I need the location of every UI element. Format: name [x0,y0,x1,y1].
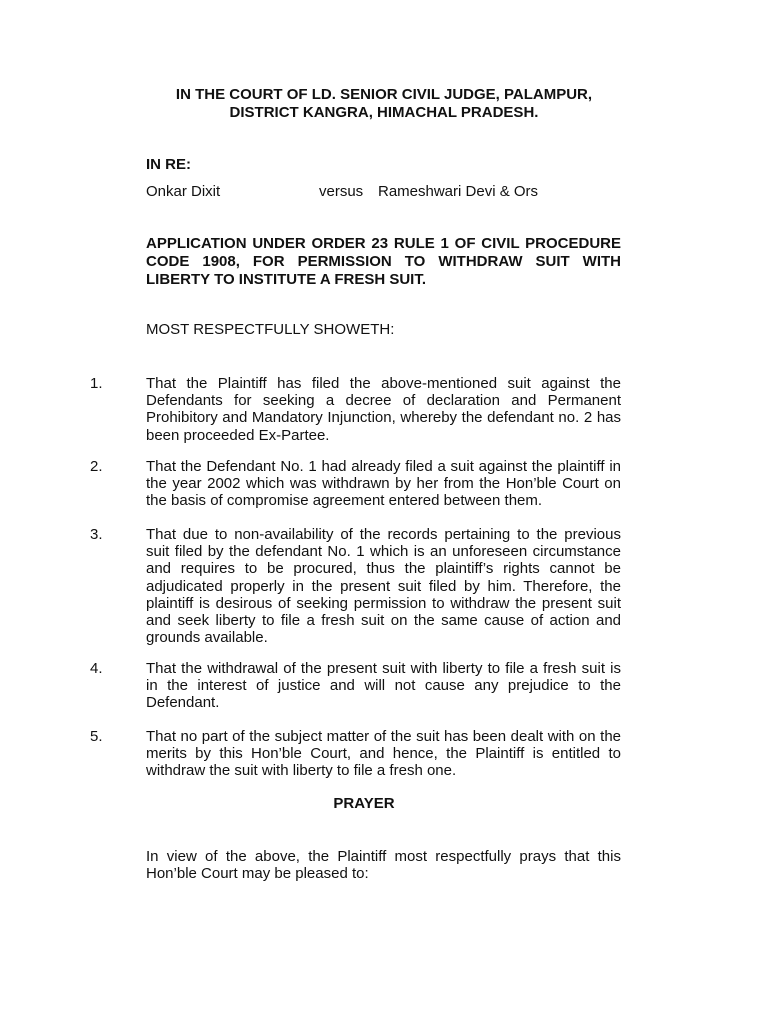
paragraph-number: 5. [90,728,103,745]
court-heading-line-1: IN THE COURT OF LD. SENIOR CIVIL JUDGE, PALAMPUR, [175,86,593,103]
case-parties [146,183,626,203]
court-heading [0,86,768,122]
paragraph-text: That no part of the subject matter of the suit has been dealt with on the merits by this Hon’ble Court, and hence, the Plaintiff is entitled to withdraw the suit with liberty to file a fresh one. [146,728,621,780]
paragraph-number: 1. [90,375,103,392]
showeth-heading: MOST RESPECTFULLY SHOWETH: [146,321,395,338]
paragraph-number: 3. [90,526,103,543]
paragraph-number: 4. [90,660,103,677]
in-re-label: IN RE: [146,156,191,173]
plaintiff-name: Onkar Dixit [146,183,221,200]
paragraph-text: That the Defendant No. 1 had already filed a suit against the plaintiff in the year 2002 which was withdrawn by her from the Hon’ble Court on the basis of compromise agreement entered between them. [146,458,621,510]
paragraph-text: That the Plaintiff has filed the above-mentioned suit against the Defendants for seeking a decree of declaration and Permanent Prohibitory and Mandatory Injunction, whereby the defendant no. 2 has been proceeded Ex-Partee. [146,375,621,444]
court-heading-line-2: DISTRICT KANGRA, HIMACHAL PRADESH. [229,104,539,121]
prayer-heading: PRAYER [333,795,395,812]
versus-label: versus [319,183,364,200]
paragraph-text: That due to non-availability of the records pertaining to the previous suit filed by the defendant No. 1 which is an unforeseen circumstance and requires to be procured, thus the plaintiff’s rights cannot be adjudicated properly in the present suit filed by him. Therefore, the plaintiff is desirous of seeking permission to withdraw the present suit and seek liberty to file a fresh suit on the same cause of action and grounds available. [146,526,621,647]
paragraph-text: That the withdrawal of the present suit with liberty to file a fresh suit is in the interest of justice and will not cause any prejudice to the Defendant. [146,660,621,712]
prayer-text: In view of the above, the Plaintiff most respectfully prays that this Hon’ble Court may be pleased to: [146,848,621,883]
defendant-name: Rameshwari Devi & Ors [378,183,539,200]
application-title: APPLICATION UNDER ORDER 23 RULE 1 OF CIVIL PROCEDURE CODE 1908, FOR PERMISSION TO WITHDRAW SUIT WITH LIBERTY TO INSTITUTE A FRESH SUIT. [146,235,621,288]
paragraph-number: 2. [90,458,103,475]
